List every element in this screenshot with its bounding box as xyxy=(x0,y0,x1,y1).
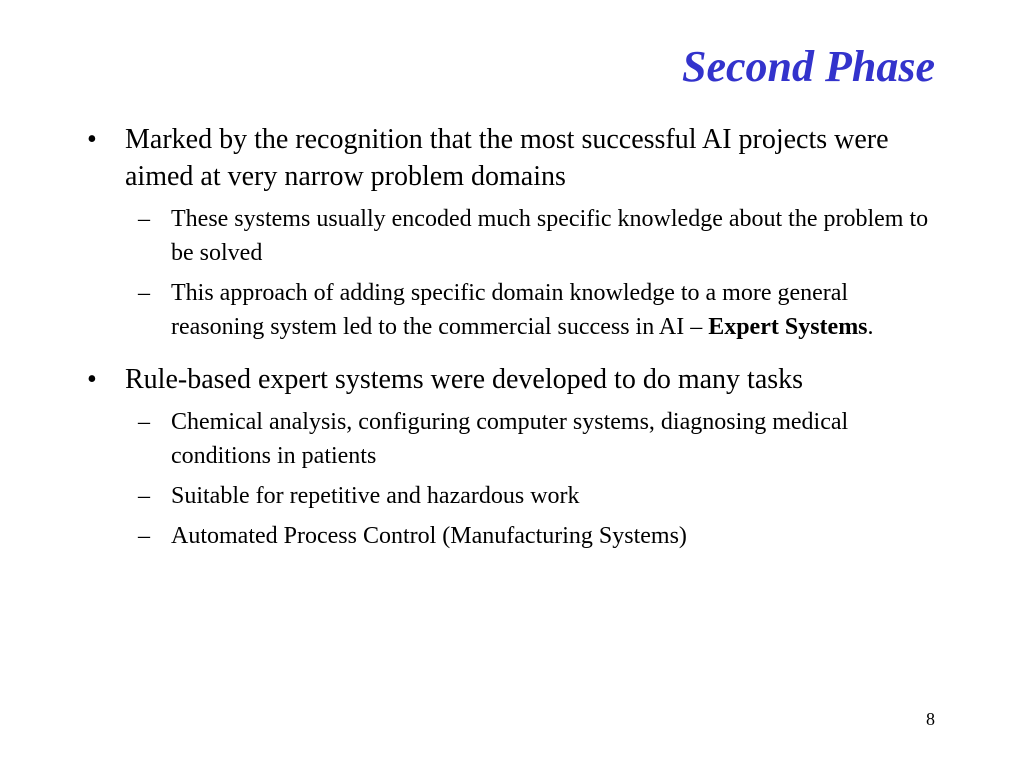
sub-bullet-item xyxy=(0,405,1024,473)
sub-bullet-text: These systems usually encoded much specific knowledge about the problem to be solved xyxy=(171,206,929,266)
sub-bullet-item xyxy=(0,202,1024,270)
slide-content xyxy=(0,121,1024,553)
sub-bullet-text: Chemical analysis, configuring computer systems, diagnosing medical conditions in patients xyxy=(171,409,849,469)
sub-bullet-text: Automated Process Control (Manufacturing Systems) xyxy=(171,523,687,549)
bullet-marker: • xyxy=(87,364,97,395)
bullet-text: Marked by the recognition that the most successful AI projects were aimed at very narrow problem domains xyxy=(125,124,889,192)
sub-bullet-emphasis: Expert Systems xyxy=(708,314,868,340)
bullet-item xyxy=(0,361,1024,398)
bullet-item xyxy=(0,121,1024,195)
sub-bullet-marker: – xyxy=(138,523,150,549)
sub-bullet-item xyxy=(0,519,1024,553)
sub-bullet-marker: – xyxy=(138,280,150,306)
page-number: 8 xyxy=(926,709,935,729)
sub-bullet-punctuation: . xyxy=(867,314,874,340)
sub-bullet-marker: – xyxy=(138,483,150,509)
bullet-marker: • xyxy=(87,124,97,155)
slide-title: Second Phase xyxy=(682,42,935,91)
sub-bullet-text: Suitable for repetitive and hazardous work xyxy=(171,483,580,509)
sub-bullet-marker: – xyxy=(138,206,150,232)
sub-bullet-item xyxy=(0,479,1024,513)
sub-bullet-text: This approach of adding specific domain knowledge to a more general reasoning system led to the commercial success in AI – xyxy=(171,280,849,340)
sub-bullet-marker: – xyxy=(138,409,150,435)
sub-bullet-item xyxy=(0,276,1024,344)
bullet-text: Rule-based expert systems were developed to do many tasks xyxy=(125,364,804,395)
